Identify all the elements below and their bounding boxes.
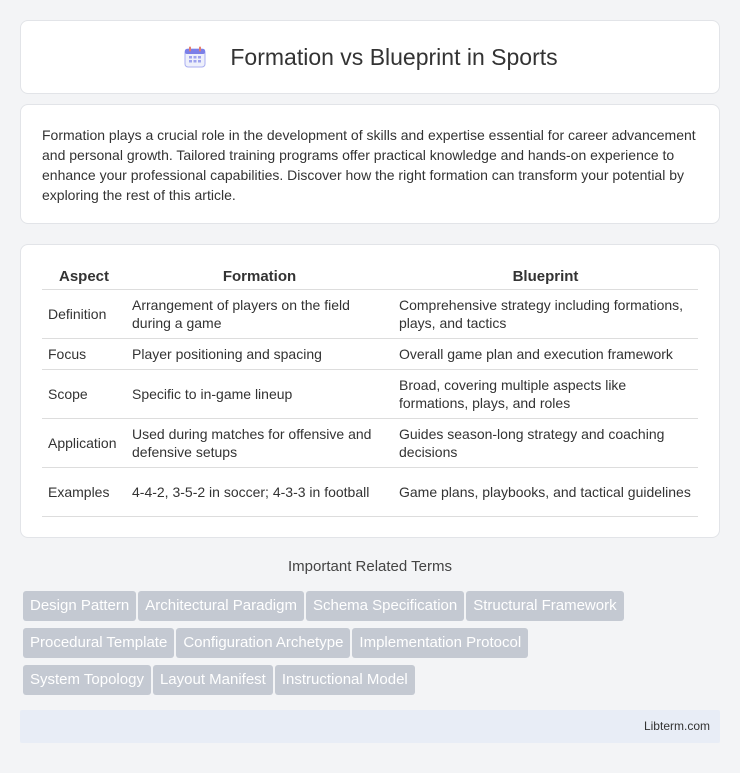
comparison-card bbox=[20, 244, 720, 538]
table-row bbox=[42, 370, 698, 419]
related-terms-list bbox=[23, 591, 723, 702]
table-cell: Player positioning and spacing bbox=[126, 339, 393, 370]
column-header: Aspect bbox=[42, 265, 126, 290]
related-term-tag[interactable]: Design Pattern bbox=[23, 591, 136, 621]
related-term-tag[interactable]: Configuration Archetype bbox=[176, 628, 350, 658]
footer bbox=[20, 710, 720, 743]
related-term-tag[interactable]: Architectural Paradigm bbox=[138, 591, 304, 621]
related-term-tag[interactable]: System Topology bbox=[23, 665, 151, 695]
table-cell: Specific to in-game lineup bbox=[126, 370, 393, 419]
related-term-tag[interactable]: Layout Manifest bbox=[153, 665, 273, 695]
related-term-tag[interactable]: Procedural Template bbox=[23, 628, 174, 658]
table-cell: Scope bbox=[42, 370, 126, 419]
table-cell: Overall game plan and execution framework bbox=[393, 339, 698, 370]
page-title: Formation vs Blueprint in Sports bbox=[230, 43, 558, 70]
related-term-tag[interactable]: Implementation Protocol bbox=[352, 628, 528, 658]
table-cell: 4-4-2, 3-5-2 in soccer; 4-3-3 in football bbox=[126, 468, 393, 517]
related-term-tag[interactable]: Structural Framework bbox=[466, 591, 623, 621]
related-term-tag[interactable]: Schema Specification bbox=[306, 591, 464, 621]
table-cell: Focus bbox=[42, 339, 126, 370]
table-cell: Used during matches for offensive and defensive setups bbox=[126, 419, 393, 468]
column-header: Formation bbox=[126, 265, 393, 290]
table-cell: Broad, covering multiple aspects like formations, plays, and roles bbox=[393, 370, 698, 419]
table-cell: Definition bbox=[42, 290, 126, 339]
related-terms-title: Important Related Terms bbox=[288, 558, 452, 575]
table-cell: Guides season-long strategy and coaching decisions bbox=[393, 419, 698, 468]
table-row bbox=[42, 290, 698, 339]
table-row bbox=[42, 468, 698, 517]
table-row bbox=[42, 419, 698, 468]
intro-card bbox=[20, 104, 720, 224]
table-cell: Application bbox=[42, 419, 126, 468]
table-row bbox=[42, 339, 698, 370]
intro-text: Formation plays a crucial role in the development of skills and expertise essential for career advancement and personal growth. Tailored training programs offer practical knowledge and hands-on experience to enhance your professional capabilities. Discover how the right formation can transform your potential by exploring the rest of this article. bbox=[42, 127, 696, 203]
table-cell: Game plans, playbooks, and tactical guidelines bbox=[393, 468, 698, 517]
table-header-row bbox=[42, 265, 698, 290]
header-card bbox=[20, 20, 720, 94]
column-header: Blueprint bbox=[393, 265, 698, 290]
footer-link[interactable]: Libterm.com bbox=[643, 719, 710, 733]
related-term-tag[interactable]: Instructional Model bbox=[275, 665, 415, 695]
comparison-table bbox=[42, 265, 698, 517]
table-cell: Arrangement of players on the field during a game bbox=[126, 290, 393, 339]
table-cell: Comprehensive strategy including formations, plays, and tactics bbox=[393, 290, 698, 339]
table-cell: Examples bbox=[42, 468, 126, 517]
calendar-icon bbox=[182, 44, 208, 70]
